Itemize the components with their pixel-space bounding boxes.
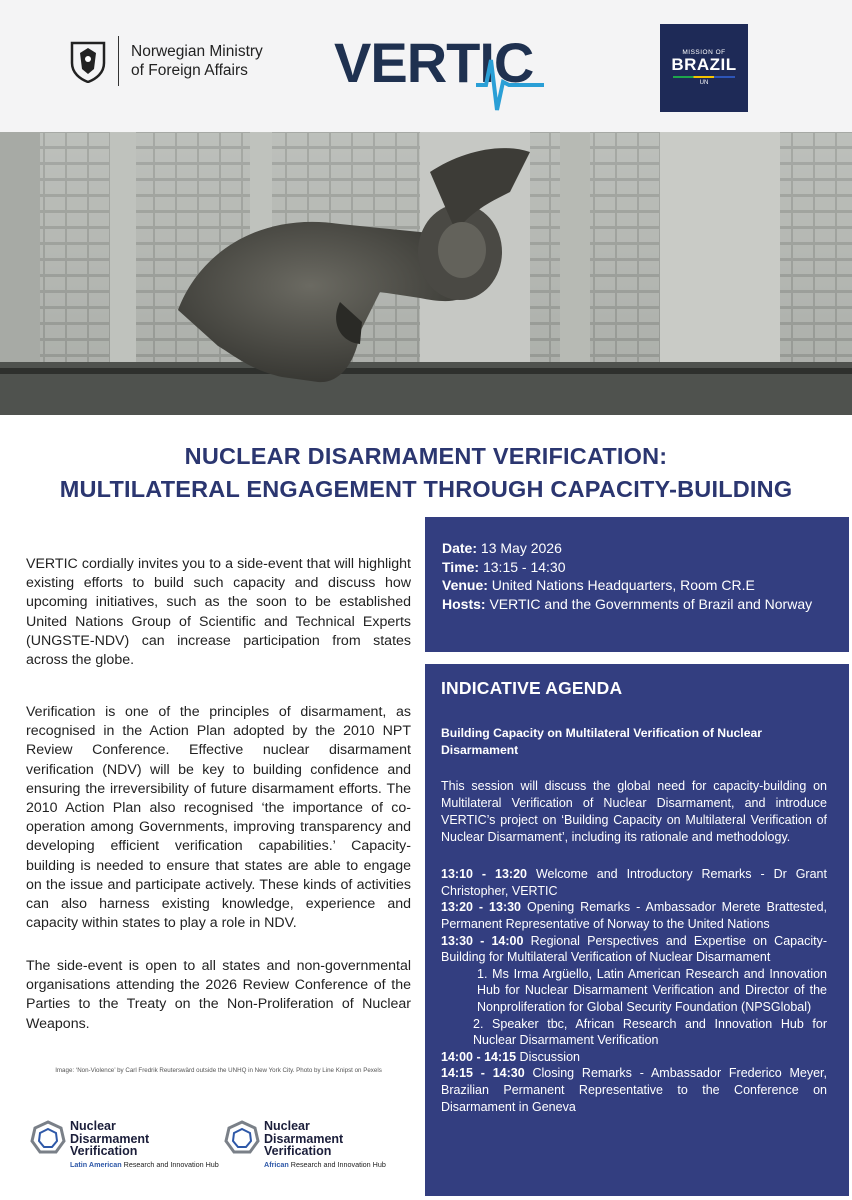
norway-crest-icon xyxy=(68,39,108,83)
norway-logo xyxy=(68,36,263,86)
hub-emblem-icon xyxy=(30,1120,66,1156)
brazil-name: BRAZIL xyxy=(671,55,737,74)
hero-photo xyxy=(0,132,852,415)
agenda-speaker-item: 1. Ms Irma Argüello, Latin American Research and Innovation Hub for Nuclear Disarmament Verification and Director of the Nonproliferation for Global Security Foundation (NPSGlobal) xyxy=(477,966,827,1014)
time-row xyxy=(442,558,829,577)
brazil-top: MISSION OF xyxy=(682,49,726,56)
venue-row xyxy=(442,576,829,595)
page-title xyxy=(0,440,852,506)
agenda-speaker-item: 2. Speaker tbc, African Research and Innovation Hub for Nuclear Disarmament Verification xyxy=(473,1016,827,1048)
date-value: 13 May 2026 xyxy=(477,540,562,556)
hosts-row xyxy=(442,595,829,614)
vertic-logo xyxy=(334,30,546,116)
flag-stripe xyxy=(673,76,735,78)
participation-paragraph: The side-event is open to all states and non-governmental organisations attending the 2026 Review Conference of the Parties to the Treaty on the Non-Proliferation of Nuclear Weapons. xyxy=(26,958,411,1032)
title-line-2: MULTILATERAL ENGAGEMENT THROUGH CAPACITY-BUILDING xyxy=(59,476,793,502)
african-hub-logo xyxy=(224,1120,386,1169)
agenda-subtitle: Building Capacity on Multilateral Verification of Nuclear Disarmament xyxy=(441,726,762,757)
agenda-item xyxy=(441,1065,827,1115)
date-row xyxy=(442,539,829,558)
agenda-heading: INDICATIVE AGENDA xyxy=(441,678,623,698)
hub-region: Latin American xyxy=(70,1159,122,1169)
ministry-line-2: of Foreign Affairs xyxy=(131,62,248,79)
time-value: 13:15 - 14:30 xyxy=(479,558,566,575)
hub-name-line-3: Verification xyxy=(264,1144,332,1158)
hosts-label: Hosts: xyxy=(442,595,486,612)
agenda-item xyxy=(441,1049,827,1066)
agenda-item-text: Welcome and Introductory Remarks - Dr Grant Christopher, VERTIC xyxy=(441,867,827,898)
venue-value: United Nations Headquarters, Room CR.E xyxy=(487,577,755,593)
non-violence-sculpture-image xyxy=(0,132,852,415)
agenda-item-time: 13:30 - 14:00 xyxy=(441,933,524,948)
hub-name-line-2: Disarmament xyxy=(70,1131,150,1146)
date-label: Date: xyxy=(442,540,478,556)
intro-paragraph: VERTIC cordially invites you to a side-event that will highlight existing efforts to build such capacity and discuss how upcoming initiatives, such as the soon to be established United Nations Group of Scientific and Technical Experts (UNGSTE-NDV) can increase participation from states across the globe. xyxy=(26,556,411,669)
hub-subtitle-rest: Research and Innovation Hub xyxy=(121,1159,219,1169)
image-caption: Image: ‘Non-Violence’ by Carl Fredrik Reuterswärd outside the UNHQ in New York City. Photo by Line Knipst on Pexels xyxy=(55,1067,382,1074)
hub-name-line-3: Verification xyxy=(70,1144,138,1158)
venue-label: Venue: xyxy=(442,577,488,593)
hub-subtitle xyxy=(264,1160,386,1169)
agenda-item xyxy=(441,866,827,899)
agenda-item xyxy=(441,933,827,966)
agenda-item-text: Opening Remarks - Ambassador Merete Brattested, Permanent Representative of Norway to the United Nations xyxy=(441,900,827,931)
hub-subtitle-rest: Research and Innovation Hub xyxy=(288,1159,386,1169)
hub-name-line-2: Disarmament xyxy=(264,1131,344,1146)
divider xyxy=(118,36,119,86)
agenda-description: This session will discuss the global need for capacity-building on Multilateral Verification of Nuclear Disarmament, and introduce VERTIC’s project on ‘Building Capacity on Multilateral Verification of Nuclear Disarmament’, including its rationale and methodology. xyxy=(441,779,827,845)
agenda-item-time: 14:00 - 14:15 xyxy=(441,1049,517,1064)
brazil-mission-logo xyxy=(660,24,748,112)
title-line-1: NUCLEAR DISARMAMENT VERIFICATION: xyxy=(184,443,668,469)
time-label: Time: xyxy=(442,558,480,575)
latin-american-hub-logo xyxy=(30,1120,219,1169)
agenda-item-text: Regional Perspectives and Expertise on Capacity-Building for Multilateral Verification of Nuclear Disarmament xyxy=(441,933,827,965)
hosts-value: VERTIC and the Governments of Brazil and Norway xyxy=(485,595,813,612)
agenda-item-time: 14:15 - 14:30 xyxy=(441,1066,525,1081)
header xyxy=(0,0,852,132)
agenda-item-time: 13:20 - 13:30 xyxy=(441,900,522,915)
hub-emblem-icon xyxy=(224,1120,260,1156)
agenda-panel xyxy=(425,664,849,1196)
agenda-item-text: Discussion xyxy=(516,1049,580,1064)
norway-ministry-name xyxy=(131,42,263,80)
brazil-bottom: UN xyxy=(699,80,709,86)
hub-name-line-1: Nuclear xyxy=(264,1119,310,1133)
hub-name-line-1: Nuclear xyxy=(70,1119,116,1133)
agenda-item-text: Closing Remarks - Ambassador Frederico Meyer, Brazilian Permanent Representative to the Conference on Disarmament in Geneva xyxy=(441,1066,827,1114)
vertic-logo-text: VERTIC xyxy=(334,31,534,94)
ministry-line-1: Norwegian Ministry xyxy=(131,43,263,60)
hub-subtitle xyxy=(70,1160,219,1169)
hub-region: African xyxy=(264,1159,289,1169)
event-details-panel xyxy=(425,517,849,652)
verification-paragraph: Verification is one of the principles of disarmament, as recognised in the Action Plan adopted by the 2010 NPT Review Conference. Effective nuclear disarmament verification (NDV) will be key to building confidence and ensuring the irreversibility of future disarmament efforts. The 2010 Action Plan also recognised ‘the importance of co-operation among Governments, improving transparency and developing efficient verification capabilities.’ Capacity-building is needed to ensure that states are able to engage on the issue and participate actively. These kinds of activities can also harness existing knowledge, experience and capacity within states to play a role in NDV. xyxy=(26,704,411,932)
agenda-item-time: 13:10 - 13:20 xyxy=(441,867,527,882)
agenda-item xyxy=(441,899,827,932)
